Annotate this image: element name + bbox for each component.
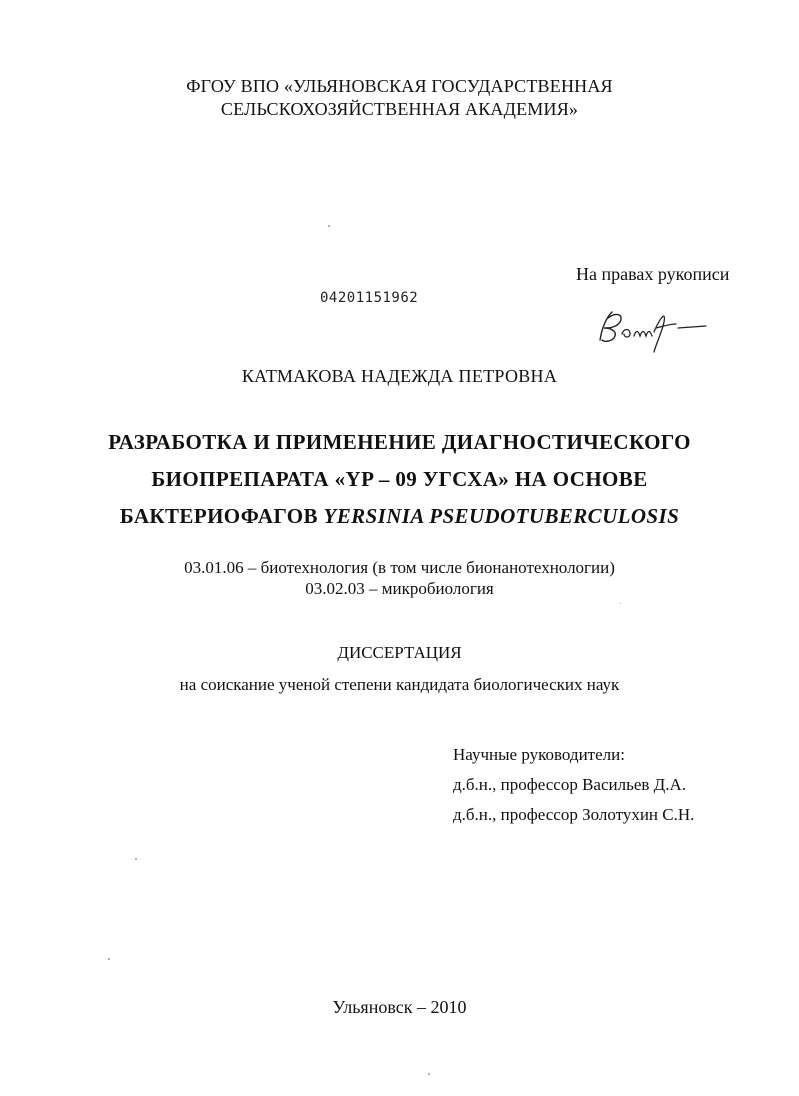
supervisors-block xyxy=(453,740,694,830)
city-year: Ульяновск – 2010 xyxy=(332,997,467,1017)
title-species-name: YERSINIA PSEUDOTUBERCULOSIS xyxy=(323,504,680,528)
scan-speck xyxy=(620,603,621,604)
handwritten-signature xyxy=(594,298,709,356)
dissertation-title xyxy=(0,424,799,535)
dissertation-label: ДИССЕРТАЦИЯ xyxy=(337,643,462,662)
rights-note: На правах рукописи xyxy=(576,264,730,284)
supervisors-heading: Научные руководители: xyxy=(453,745,625,764)
supervisor-item: д.б.н., профессор Золотухин С.Н. xyxy=(453,805,695,824)
institution-line-1: ФГОУ ВПО «УЛЬЯНОВСКАЯ ГОСУДАРСТВЕННАЯ xyxy=(186,76,613,96)
title-line-3-prefix: БАКТЕРИОФАГОВ xyxy=(119,504,324,528)
scan-speck xyxy=(108,958,110,960)
supervisor-item: д.б.н., профессор Васильев Д.А. xyxy=(453,775,687,794)
institution-header xyxy=(0,75,799,121)
specialty-line-1: 03.01.06 – биотехнология (в том числе бионанотехнологии) xyxy=(184,558,615,577)
catalog-number: 04201151962 xyxy=(320,290,419,306)
scan-speck xyxy=(135,858,137,860)
scan-speck xyxy=(328,225,330,227)
specialty-codes xyxy=(0,557,799,599)
dissertation-block xyxy=(0,637,799,701)
specialty-line-2: 03.02.03 – микробиология xyxy=(305,579,494,598)
scan-speck xyxy=(428,1073,430,1075)
title-line-1: РАЗРАБОТКА И ПРИМЕНЕНИЕ ДИАГНОСТИЧЕСКОГО xyxy=(108,430,691,454)
author-name: КАТМАКОВА НАДЕЖДА ПЕТРОВНА xyxy=(241,366,558,386)
title-line-2: БИОПРЕПАРАТА «YP – 09 УГСХА» НА ОСНОВЕ xyxy=(151,467,648,491)
title-line-3 xyxy=(0,498,799,535)
institution-line-2: СЕЛЬСКОХОЗЯЙСТВЕННАЯ АКАДЕМИЯ» xyxy=(220,99,579,119)
dissertation-purpose: на соискание ученой степени кандидата биологических наук xyxy=(179,675,620,694)
